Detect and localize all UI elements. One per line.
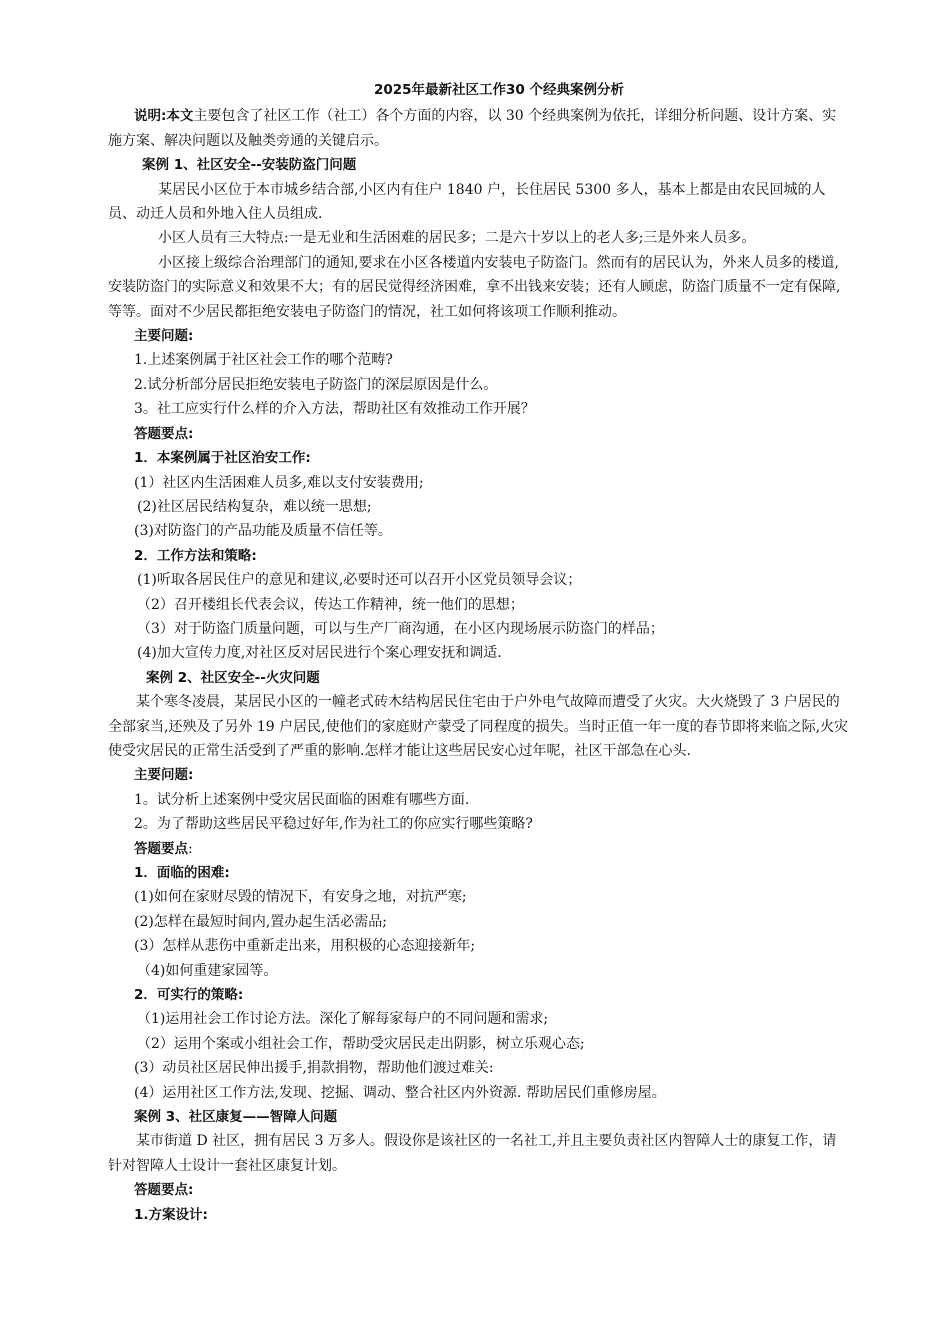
case2-section2-item: (3）动员社区居民伸出援手,捐款捐物，帮助他们渡过难关:	[134, 1060, 494, 1077]
case1-section1-item: (3)对防盗门的产品功能及质量不信任等。	[134, 523, 392, 540]
case3-heading: 案例 3、社区康复——智障人问题	[134, 1109, 338, 1126]
case2-section1-item: （4)如何重建家园等。	[137, 962, 278, 979]
case1-section1-item: (2)社区居民结构复杂，难以统一思想;	[137, 498, 372, 515]
case2-section1-title: 1．面临的困难:	[134, 865, 230, 881]
intro-paragraph	[108, 104, 850, 153]
case2-answers-label-line	[108, 837, 850, 861]
case1-problems-label: 主要问题:	[134, 328, 194, 345]
case1-section2-item: （3）对于防盗门质量问题，可以与生产厂商沟通，在小区内现场展示防盗门的样品；	[137, 620, 664, 637]
case2-section2-title: 2．可实行的策略:	[134, 987, 244, 1004]
case1-problem-item: 2.试分析部分居民拒绝安装电子防盗门的深层原因是什么。	[134, 376, 498, 393]
case2-problems-label: 主要问题:	[134, 767, 194, 784]
case2-problem-item: 1。试分析上述案例中受灾居民面临的困难有哪些方面.	[134, 791, 470, 808]
case1-section2-item: (1)听取各居民住户的意见和建议,必要时还可以召开小区党员领导会议；	[137, 572, 582, 589]
case1-section2-title: 2．工作方法和策略:	[134, 547, 257, 564]
case1-section2-item: （2）召开楼组长代表会议，传达工作精神，统一他们的思想；	[137, 596, 524, 613]
case3-section1-title: 1.方案设计:	[134, 1206, 208, 1223]
case2-paragraph: 某个寒冬凌晨，某居民小区的一幢老式砖木结构居民住宅由于户外电气故障而遭受了火灾。大火烧毁了 3 户居民的全部家当,还殃及了另外 19 户居民,使他们的家庭财产蒙受了同程度的损失。当时正值一年一度的春节即将来临之际,火灾使受灾居民的正常生活受到了严重的影响.怎样才能让这些居民安心过年呢，社区干部急在心头.	[108, 694, 849, 759]
case2-section2-item: （2）运用个案或小组社会工作，帮助受灾居民走出阴影，树立乐观心态;	[137, 1035, 585, 1052]
case3-answers-label: 答题要点:	[134, 1182, 194, 1199]
case2-answers-label: 答题要点	[134, 840, 188, 857]
document-title: 2025年最新社区工作30 个经典案例分析	[373, 82, 625, 98]
case2-heading: 案例 2、社区安全--火灾问题	[146, 669, 320, 686]
case1-paragraph: 小区人员有三大特点:一是无业和生活困难的居民多；二是六十岁以上的老人多;三是外来人员多。	[158, 230, 756, 247]
case1-paragraph: 小区接上级综合治理部门的通知,要求在小区各楼道内安装电子防盗门。然而有的居民认为，外来人员多的楼道,安装防盗门的实际意义和效果不大；有的居民觉得经济困难，拿不出钱来安装；还有人顾虑，防盗门质量不一定有保障,等等。面对不少居民都拒绝安装电子防盗门的情况，社工如何将该项工作顺利推动。	[108, 254, 841, 320]
case1-section2-item: (4)加大宣传力度,对社区反对居民进行个案心理安抚和调适.	[137, 645, 502, 662]
case1-heading: 案例 1、社区安全--安装防盗门问题	[142, 157, 357, 174]
case2-section1-item: (2)怎样在最短时间内,置办起生活必需品;	[134, 913, 387, 930]
case1-section1-title: 1．本案例属于社区治安工作:	[134, 450, 311, 467]
case2-problem-item: 2。为了帮助这些居民平稳过好年,作为社工的你应实行哪些策略?	[134, 816, 533, 833]
case2-section1-item: (1)如何在家财尽毁的情况下，有安身之地，对抗严寒;	[134, 889, 467, 906]
case1-problem-item: 1.上述案例属于社区社会工作的哪个范畴?	[134, 352, 393, 369]
case2-section1-item: (3）怎样从悲伤中重新走出来，用积极的心态迎接新年;	[134, 938, 476, 955]
case2-section2-item: (4）运用社区工作方法,发现、挖掘、调动、整合社区内外资源. 帮助居民们重修房屋。	[134, 1084, 666, 1101]
case1-answers-label: 答题要点:	[134, 425, 194, 442]
case2-section2-item: （1)运用社会工作讨论方法。深化了解每家每户的不同问题和需求;	[137, 1011, 549, 1028]
case1-paragraph: 某居民小区位于本市城乡结合部,小区内有住户 1840 户，长住居民 5300 多人，基本上都是由农民回城的人员、动迁人员和外地入住人员组成.	[108, 181, 826, 223]
case1-section1-item: (1）社区内生活困难人员多,难以支付安装费用;	[134, 474, 424, 491]
case1-problem-item: 3。社工应实行什么样的介入方法，帮助社区有效推动工作开展？	[134, 401, 535, 418]
case2-answers-colon: :	[188, 840, 193, 857]
case3-paragraph: 某市街道 D 社区，拥有居民 3 万多人。假设你是该社区的一名社工,并且主要负责社区内智障人士的康复工作，请针对智障人士设计一套社区康复计划。	[108, 1133, 837, 1174]
intro-label: 说明:本文	[134, 108, 194, 125]
intro-text: 主要包含了社区工作（社工）各个方面的内容，以 30 个经典案例为依托，详细分析问题、设计方案、实施方案、解决问题以及触类旁通的关键启示。	[108, 108, 837, 149]
